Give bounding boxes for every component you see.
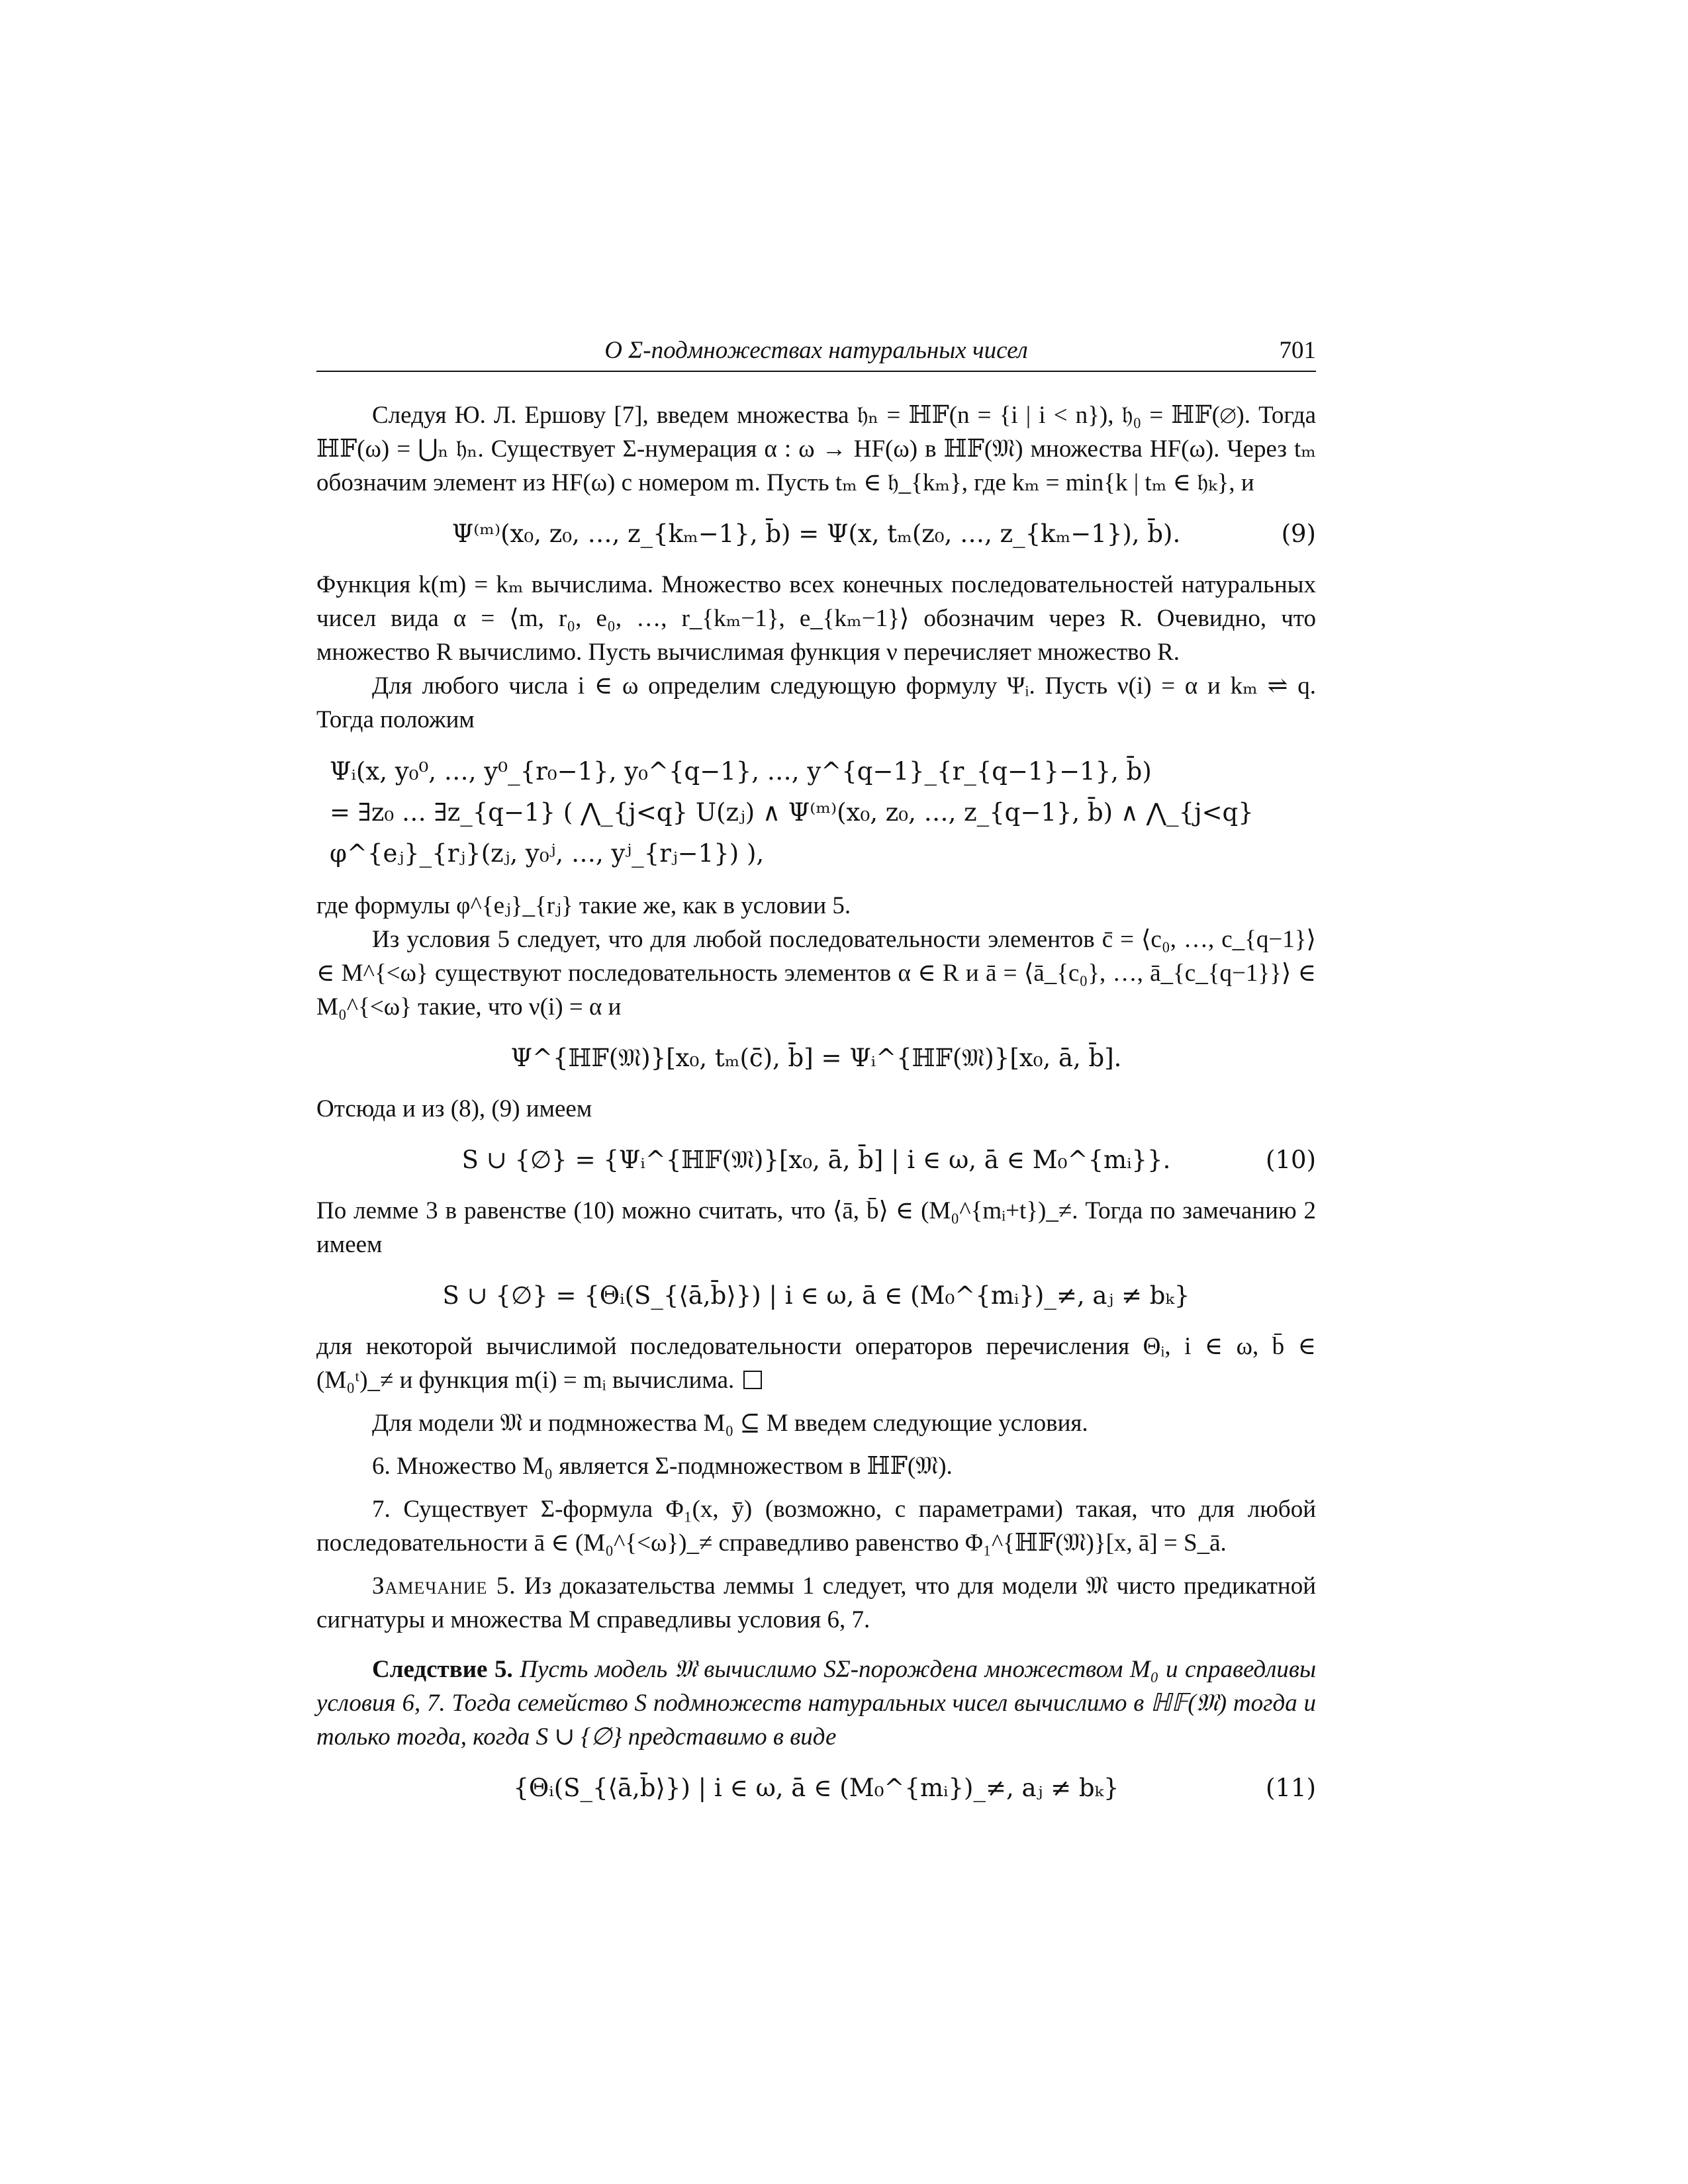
equation-theta-body: S ∪ {∅} = {Θᵢ(S_{⟨ā,b̄⟩}) | i ∈ ω, ā ∈ (M₀^{mᵢ})_≠, aⱼ ≠ bₖ} bbox=[442, 1281, 1190, 1310]
paragraph-8 bbox=[316, 1330, 1316, 1397]
corollary-5-title: Следствие 5. bbox=[372, 1656, 513, 1683]
paragraph-6: Отсюда и из (8), (9) имеем bbox=[316, 1095, 592, 1122]
equation-10-body: S ∪ {∅} = {Ψᵢ^{ℍ𝔽(𝔐)}[x₀, ā, b̄] | i ∈ ω, ā ∈ M₀^{mᵢ}}. bbox=[461, 1146, 1171, 1174]
equation-9 bbox=[316, 517, 1316, 551]
paragraph-1: Следуя Ю. Л. Ершову [7], введем множества 𝔥ₙ = ℍ𝔽(n = {i | i < n}), 𝔥₀ = ℍ𝔽(∅). Тогда ℍ𝔽(ω) = ⋃ₙ 𝔥ₙ. Существует Σ-нумерация α : ω → HF(ω) в ℍ𝔽(𝔐) множества HF(ω). Через tₘ обозначим элемент из HF(ω) с номером m. Пусть tₘ ∈ 𝔥_{kₘ}, где kₘ = min{k | tₘ ∈ 𝔥ₖ}, и bbox=[316, 402, 1316, 496]
equation-psi bbox=[330, 751, 1316, 874]
paragraph-9: Для модели 𝔐 и подмножества M₀ ⊆ M введем следующие условия. bbox=[372, 1410, 1088, 1437]
equation-mid-body: Ψ^{ℍ𝔽(𝔐)}[x₀, tₘ(c̄), b̄] = Ψᵢ^{ℍ𝔽(𝔐)}[x₀, ā, b̄]. bbox=[510, 1044, 1122, 1072]
paragraph-5: Из условия 5 следует, что для любой последовательности элементов c̄ = ⟨c₀, …, c_{q−1}⟩ ∈ M^{<ω} существуют последовательность элементов α ∈ R и ā = ⟨ā_{c₀}, …, ā_{c_{q−1}}⟩ ∈ M₀^{<ω} такие, что ν(i) = α и bbox=[316, 926, 1316, 1021]
page-number: 701 bbox=[1279, 337, 1316, 364]
running-title: О Σ-подмножествах натуральных чисел bbox=[604, 337, 1028, 364]
corollary-5-text: Пусть модель 𝔐 вычислимо SΣ-порождена множеством M₀ и справедливы условия 6, 7. Тогда семейство S подмножеств натуральных чисел вычислимо в ℍ𝔽(𝔐) тогда и только тогда, когда S ∪ {∅} представимо в виде bbox=[316, 1656, 1317, 1751]
equation-mid bbox=[316, 1041, 1316, 1075]
qed-square-icon bbox=[743, 1371, 762, 1389]
equation-11-body: {Θᵢ(S_{⟨ā,b̄⟩}) | i ∈ ω, ā ∈ (M₀^{mᵢ})_≠, aⱼ ≠ bₖ} bbox=[513, 1774, 1119, 1802]
condition-6: 6. Множество M₀ является Σ-подмножеством в ℍ𝔽(𝔐). bbox=[372, 1453, 953, 1480]
condition-7: 7. Существует Σ-формула Φ₁(x, ȳ) (возможно, с параметрами) такая, что для любой последовательности ā ∈ (M₀^{<ω})_≠ справедливо равенство Φ₁^{ℍ𝔽(𝔐)}[x, ā] = S_ā. bbox=[316, 1496, 1316, 1557]
equation-11 bbox=[316, 1771, 1316, 1805]
page bbox=[316, 331, 1316, 1822]
equation-psi-line2: = ∃z₀ … ∃z_{q−1} ( ⋀_{j<q} U(zⱼ) ∧ Ψ⁽ᵐ⁾(x₀, z₀, …, z_{q−1}, b̄) ∧ ⋀_{j<q} φ^{eⱼ}_{rⱼ}(zⱼ, y₀ʲ, …, yʲ_{rⱼ−1}) ), bbox=[330, 798, 1254, 868]
corollary-5 bbox=[316, 1653, 1316, 1754]
remark-5-text: Из доказательства леммы 1 следует, что для модели 𝔐 чисто предикатной сигнатуры и множества M справедливы условия 6, 7. bbox=[316, 1572, 1317, 1633]
equation-9-number: (9) bbox=[1281, 520, 1316, 548]
equation-psi-line1: Ψᵢ(x, y₀⁰, …, y⁰_{r₀−1}, y₀^{q−1}, …, y^{q−1}_{r_{q−1}−1}, b̄) bbox=[330, 757, 1152, 786]
equation-11-number: (11) bbox=[1266, 1774, 1316, 1802]
equation-theta bbox=[316, 1279, 1316, 1312]
paragraph-4: где формулы φ^{eⱼ}_{rⱼ} такие же, как в условии 5. bbox=[316, 892, 851, 919]
paragraph-2: Функция k(m) = kₘ вычислима. Множество всех конечных последовательностей натуральных чисел вида α = ⟨m, r₀, e₀, …, r_{kₘ−1}, e_{kₘ−1}⟩ обозначим через R. Очевидно, что множество R вычислимо. Пусть вычислимая функция ν перечисляет множество R. bbox=[316, 571, 1316, 666]
equation-9-body: Ψ⁽ᵐ⁾(x₀, z₀, …, z_{kₘ−1}, b̄) = Ψ(x, tₘ(z₀, …, z_{kₘ−1}), b̄). bbox=[451, 520, 1181, 548]
remark-5 bbox=[316, 1569, 1316, 1637]
equation-10-number: (10) bbox=[1266, 1146, 1316, 1174]
running-header bbox=[316, 331, 1316, 372]
paragraph-8-text: для некоторой вычислимой последовательности операторов перечисления Θᵢ, i ∈ ω, b̄ ∈ (M₀ᵗ)_≠ и функция m(i) = mᵢ вычислима. bbox=[316, 1333, 1316, 1394]
equation-10 bbox=[316, 1143, 1316, 1177]
paragraph-3: Для любого числа i ∈ ω определим следующую формулу Ψᵢ. Пусть ν(i) = α и kₘ ⇌ q. Тогда положим bbox=[316, 672, 1316, 733]
paragraph-7: По лемме 3 в равенстве (10) можно считать, что ⟨ā, b̄⟩ ∈ (M₀^{mᵢ+t})_≠. Тогда по замечанию 2 имеем bbox=[316, 1197, 1316, 1258]
remark-5-title: Замечание 5. bbox=[372, 1572, 516, 1600]
